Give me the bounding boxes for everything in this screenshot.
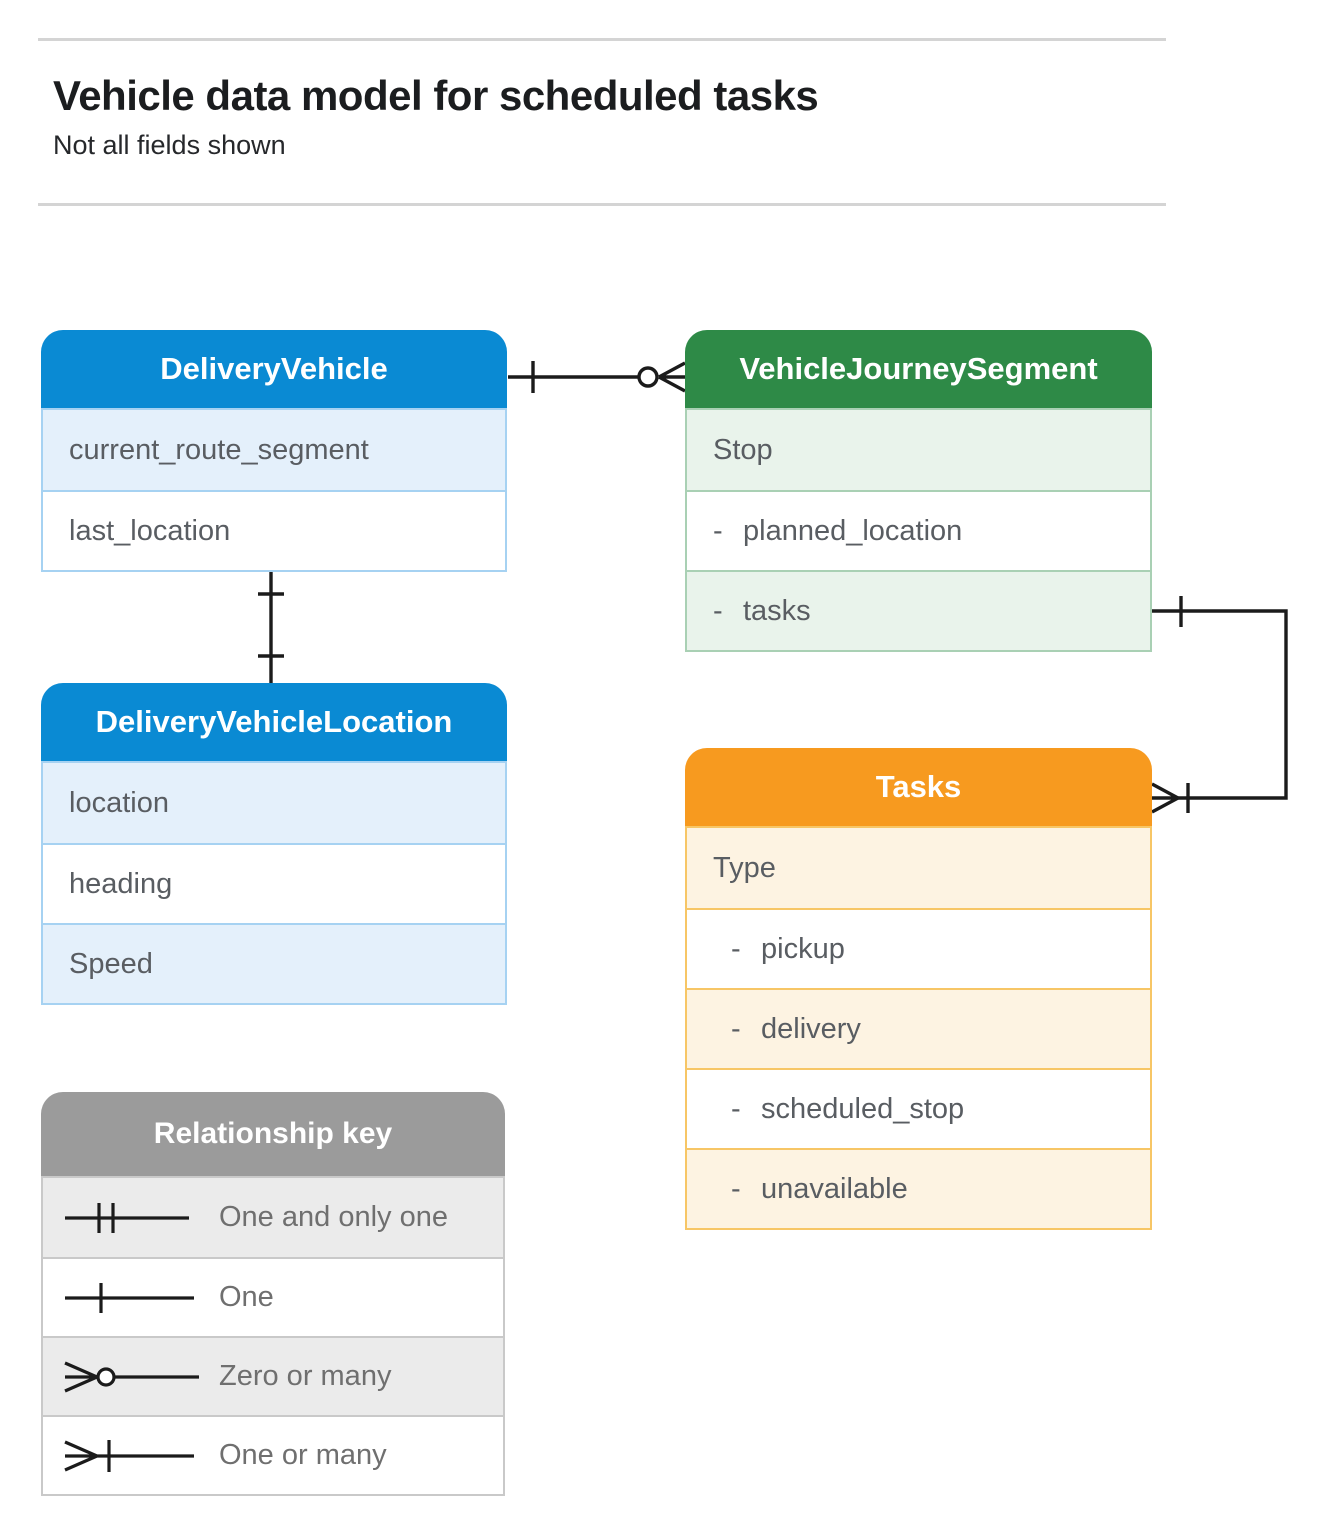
entity-fields-vehicle-journey-segment <box>685 408 1152 652</box>
field-dash: - <box>713 594 723 627</box>
field-label: unavailable <box>761 1172 908 1205</box>
page-title: Vehicle data model for scheduled tasks <box>53 72 819 119</box>
field-row <box>687 410 1150 490</box>
field-row <box>43 490 505 570</box>
subtitle-divider <box>38 203 1166 206</box>
page-subtitle: Not all fields shown <box>53 130 286 160</box>
field-label: Stop <box>713 433 773 466</box>
entity-vehicle-journey-segment <box>685 330 1152 652</box>
entity-fields-delivery-vehicle <box>41 408 507 572</box>
field-row <box>687 1068 1150 1148</box>
field-label: Type <box>713 851 776 884</box>
legend-item <box>43 1415 503 1494</box>
connector-deliveryvehicle-to-deliveryvehiclelocation <box>258 568 284 683</box>
entity-fields-delivery-vehicle-location <box>41 761 507 1005</box>
entity-delivery-vehicle-location <box>41 683 507 1005</box>
one-icon <box>59 1276 209 1320</box>
entity-header-tasks: Tasks <box>685 748 1152 826</box>
entity-header-vehicle-journey-segment: VehicleJourneySegment <box>685 330 1152 408</box>
legend-item <box>43 1336 503 1415</box>
field-label: tasks <box>743 594 811 627</box>
field-row <box>43 763 505 843</box>
field-dash: - <box>731 1172 741 1205</box>
field-row <box>687 908 1150 988</box>
connector-tasksfield-to-tasks <box>1152 596 1286 813</box>
zero-or-many-icon <box>59 1355 209 1399</box>
legend-item <box>43 1257 503 1336</box>
field-row <box>687 988 1150 1068</box>
entity-fields-tasks <box>685 826 1152 1230</box>
relationship-key-rows <box>41 1176 505 1496</box>
field-label: location <box>69 786 169 819</box>
field-label: delivery <box>761 1012 861 1045</box>
entity-tasks <box>685 748 1152 1230</box>
legend-label: One and only one <box>219 1201 448 1233</box>
field-label: current_route_segment <box>69 433 369 466</box>
field-row <box>687 490 1150 570</box>
field-row <box>43 843 505 923</box>
field-row <box>687 570 1150 650</box>
field-row <box>43 410 505 490</box>
one-or-many-icon <box>59 1434 209 1478</box>
connector-deliveryvehicle-to-vehiclejourneysegment <box>508 361 685 393</box>
relationship-key <box>41 1092 505 1496</box>
field-label: planned_location <box>743 514 963 547</box>
field-label: heading <box>69 867 173 900</box>
entity-header-delivery-vehicle-location: DeliveryVehicleLocation <box>41 683 507 761</box>
entity-delivery-vehicle <box>41 330 507 572</box>
legend-item <box>43 1178 503 1257</box>
field-row <box>687 1148 1150 1228</box>
field-dash: - <box>731 1012 741 1045</box>
top-divider <box>38 38 1166 41</box>
field-dash: - <box>731 1092 741 1125</box>
field-label: Speed <box>69 947 153 980</box>
one-and-only-one-icon <box>59 1196 209 1240</box>
field-label: last_location <box>69 514 231 547</box>
field-dash: - <box>713 514 723 547</box>
entity-header-delivery-vehicle: DeliveryVehicle <box>41 330 507 408</box>
legend-label: Zero or many <box>219 1360 392 1392</box>
field-row <box>687 828 1150 908</box>
field-label: pickup <box>761 932 845 965</box>
field-row <box>43 923 505 1003</box>
legend-label: One <box>219 1281 274 1313</box>
field-label: scheduled_stop <box>761 1092 965 1125</box>
relationship-key-header: Relationship key <box>41 1092 505 1176</box>
legend-label: One or many <box>219 1439 387 1471</box>
field-dash: - <box>731 932 741 965</box>
